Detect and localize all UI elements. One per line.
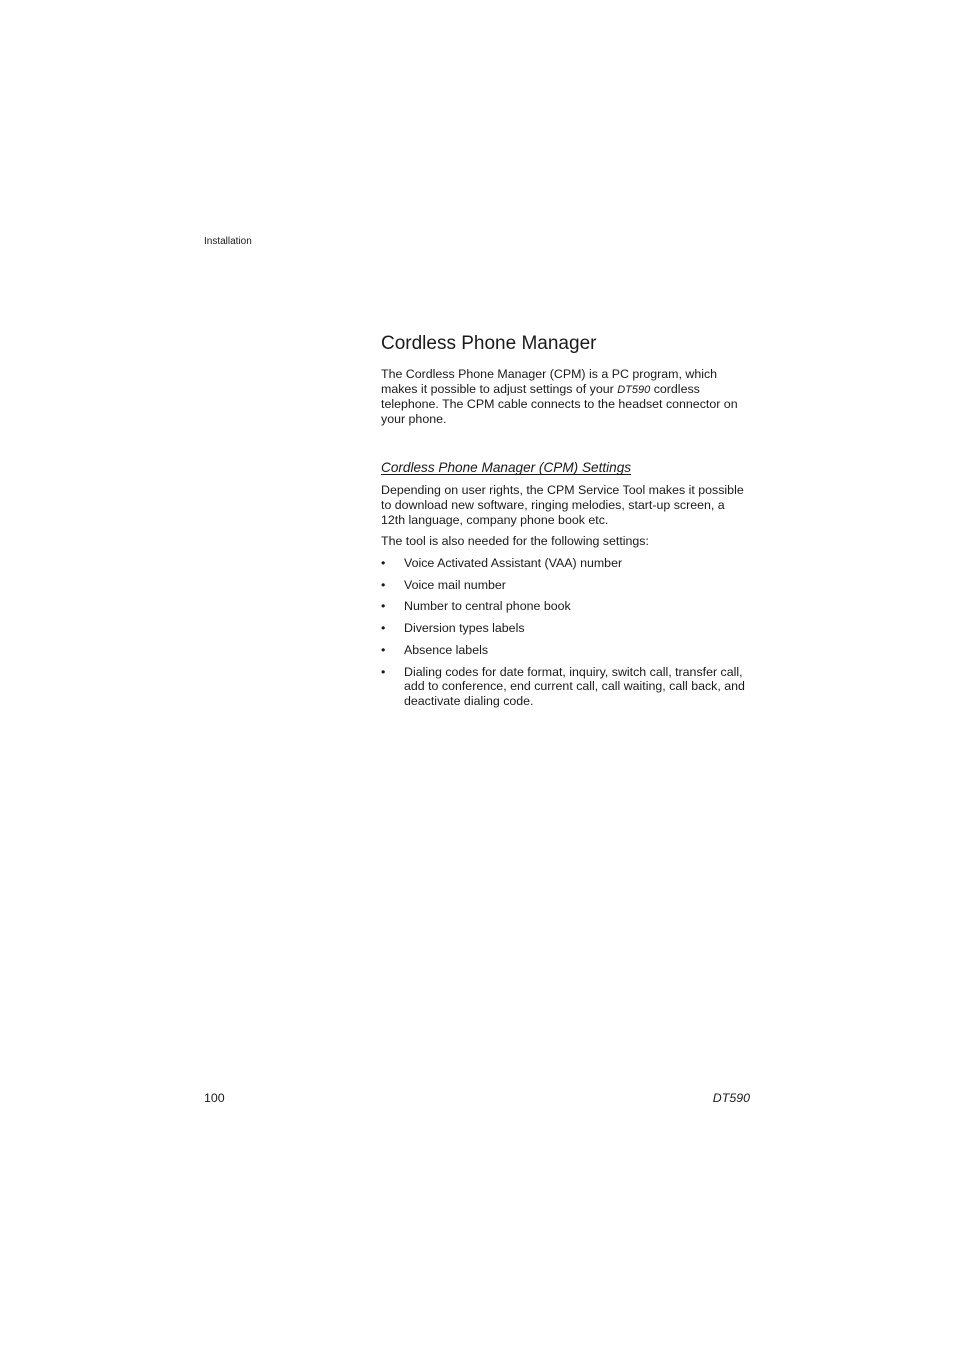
list-item bbox=[381, 599, 751, 614]
intro-product-name: DT590 bbox=[617, 383, 651, 396]
list-item-text: Number to central phone book bbox=[404, 599, 571, 614]
footer-page-number: 100 bbox=[204, 1091, 225, 1105]
intro-text-before: The Cordless Phone Manager (CPM) is a PC program, which makes it possible to adjust settings of your bbox=[381, 367, 718, 396]
section-paragraph-2: The tool is also needed for the following settings: bbox=[381, 534, 649, 549]
list-item bbox=[381, 556, 751, 571]
bullet-icon: • bbox=[381, 621, 386, 636]
list-item-text: Dialing codes for date format, inquiry, switch call, transfer call, add to conference, end current call, call waiting, call back, and deactivate dialing code. bbox=[404, 664, 745, 708]
bullet-icon: • bbox=[381, 599, 386, 614]
running-header: Installation bbox=[204, 236, 252, 247]
section-heading: Cordless Phone Manager (CPM) Settings bbox=[381, 460, 632, 476]
section-paragraph-1: Depending on user rights, the CPM Service Tool makes it possible to download new software, ringing melodies, start-up screen, a 12th language, company phone book etc. bbox=[381, 483, 744, 527]
list-item-text: Voice Activated Assistant (VAA) number bbox=[404, 555, 623, 570]
list-item-text: Diversion types labels bbox=[404, 621, 525, 636]
list-item bbox=[381, 643, 751, 658]
list-item-text: Voice mail number bbox=[404, 577, 506, 592]
footer-product-name: DT590 bbox=[712, 1091, 750, 1105]
bullet-icon: • bbox=[381, 642, 386, 657]
main-content bbox=[381, 332, 751, 716]
list-item bbox=[381, 621, 751, 636]
intro-text-after: cordless telephone. The CPM cable connects to the headset connector on your phone. bbox=[381, 381, 738, 426]
bullet-icon: • bbox=[381, 555, 386, 570]
settings-list bbox=[381, 556, 751, 709]
page-title: Cordless Phone Manager bbox=[381, 333, 597, 354]
intro-paragraph bbox=[381, 367, 751, 426]
bullet-icon: • bbox=[381, 577, 386, 592]
list-item-text: Absence labels bbox=[404, 642, 489, 657]
list-item bbox=[381, 665, 751, 709]
list-item bbox=[381, 578, 751, 593]
bullet-icon: • bbox=[381, 664, 386, 679]
